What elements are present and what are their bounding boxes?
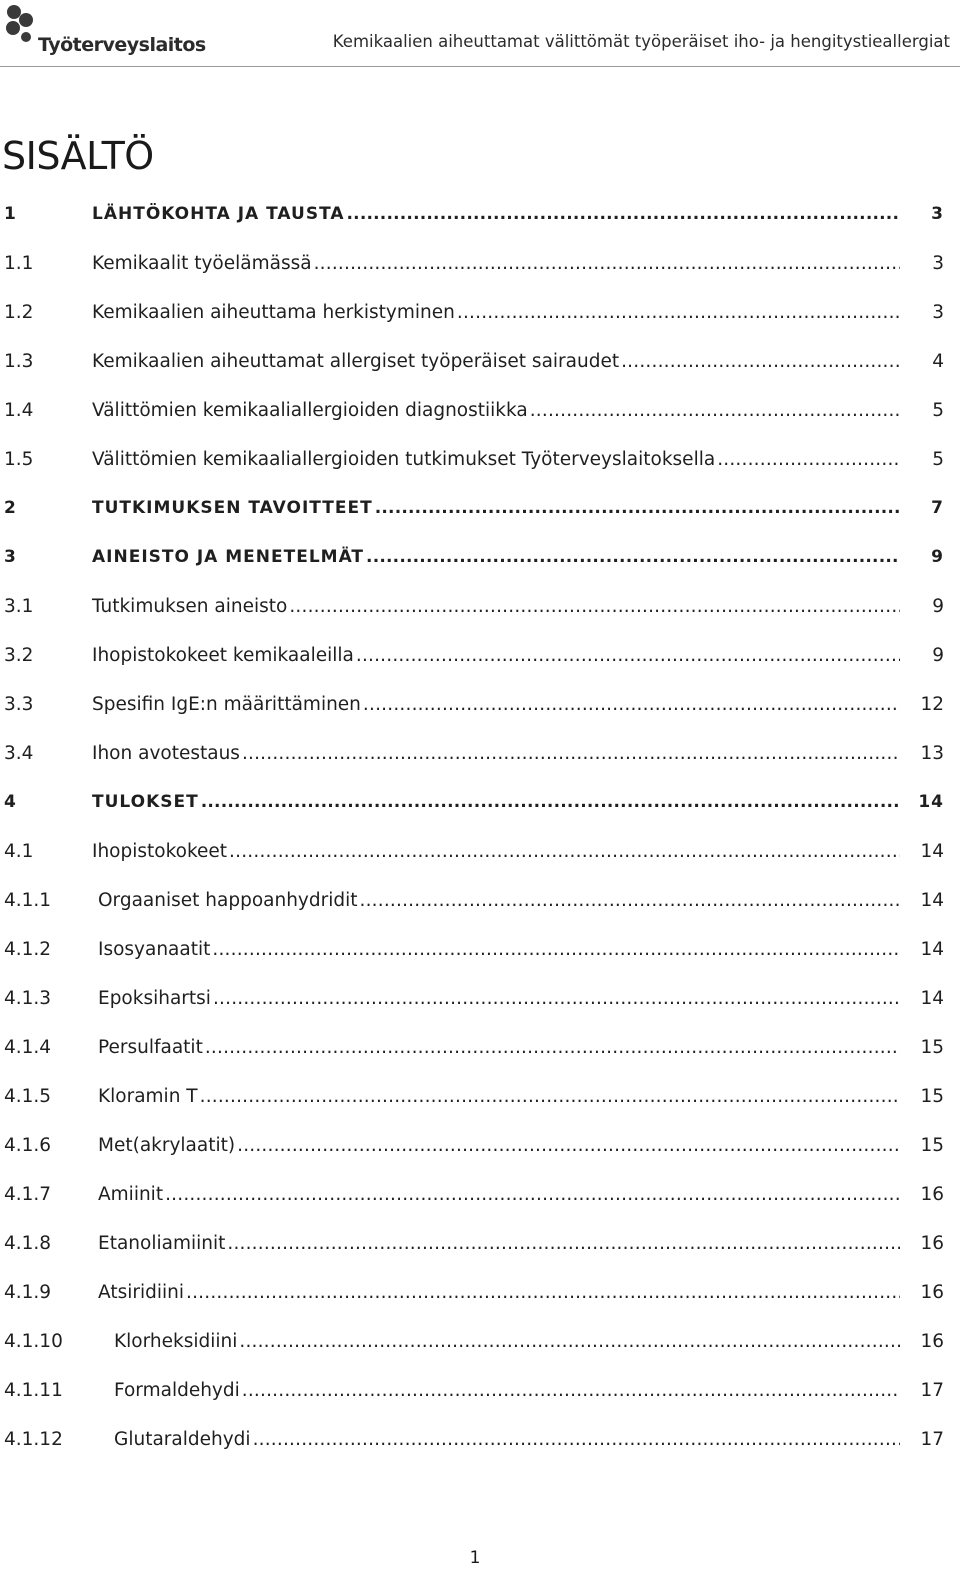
toc-entry-page: 9 <box>932 596 944 617</box>
toc-entry[interactable] <box>0 1219 960 1268</box>
toc-entry-label: Met(akrylaatit) <box>98 1135 236 1156</box>
toc-entry[interactable] <box>0 1170 960 1219</box>
toc-entry-number: 4.1.9 <box>4 1282 52 1303</box>
toc-dot-leader <box>201 778 900 827</box>
toc-entry[interactable] <box>0 337 960 386</box>
toc-entry-page: 3 <box>932 253 944 274</box>
toc-entry[interactable] <box>0 827 960 876</box>
toc-entry-label: LÄHTÖKOHTA JA TAUSTA <box>92 204 345 224</box>
toc-entry-page: 12 <box>920 694 944 715</box>
toc-entry-number: 4.1.2 <box>4 939 52 960</box>
toc-entry-number: 4.1.5 <box>4 1086 52 1107</box>
toc-entry-label: TUTKIMUKSEN TAVOITTEET <box>92 498 373 518</box>
toc-entry-text <box>92 631 900 680</box>
toc-entry-number: 4.1.7 <box>4 1184 52 1205</box>
toc-entry-label: Ihopistokokeet <box>92 841 228 862</box>
toc-dot-leader <box>621 337 900 386</box>
toc-dot-leader <box>229 827 900 876</box>
toc-entry-text <box>92 827 900 876</box>
toc-entry-label: Spesifin IgE:n määrittäminen <box>92 694 361 715</box>
toc-entry-text <box>92 729 900 778</box>
header-divider <box>0 66 960 67</box>
toc-entry-text <box>98 974 900 1023</box>
toc-entry-text <box>92 778 900 827</box>
toc-entry-number: 3.4 <box>4 743 34 764</box>
toc-entry-text <box>98 1268 900 1317</box>
toc-entry-text <box>92 288 900 337</box>
toc-entry-text <box>92 680 900 729</box>
toc-entry[interactable] <box>0 1072 960 1121</box>
toc-dot-leader <box>186 1268 900 1317</box>
toc-dot-leader <box>242 1366 900 1415</box>
toc-entry[interactable] <box>0 1023 960 1072</box>
toc-entry-number: 4.1.6 <box>4 1135 52 1156</box>
toc-entry-text <box>92 386 900 435</box>
toc-entry-page: 5 <box>932 400 944 421</box>
toc-entry-page: 14 <box>920 939 944 960</box>
toc-entry[interactable] <box>0 435 960 484</box>
toc-entry-text <box>92 435 900 484</box>
toc-entry-page: 14 <box>920 890 944 911</box>
toc-entry-page: 9 <box>931 547 944 567</box>
toc-entry-text <box>98 925 900 974</box>
table-of-contents <box>0 190 960 1464</box>
toc-entry-page: 17 <box>920 1380 944 1401</box>
toc-entry-text <box>92 337 900 386</box>
toc-dot-leader <box>227 1219 900 1268</box>
toc-entry[interactable] <box>0 1317 960 1366</box>
toc-entry-page: 17 <box>920 1429 944 1450</box>
toc-entry-number: 1 <box>4 204 17 224</box>
toc-entry-number: 1.4 <box>4 400 34 421</box>
toc-entry-number: 3.2 <box>4 645 34 666</box>
toc-dot-leader <box>347 190 901 239</box>
toc-entry-page: 7 <box>931 498 944 518</box>
toc-entry-page: 16 <box>920 1331 944 1352</box>
toc-entry-label: Isosyanaatit <box>98 939 211 960</box>
toc-entry[interactable] <box>0 1415 960 1464</box>
toc-entry-text <box>98 1121 900 1170</box>
toc-entry-number: 4.1.11 <box>4 1380 63 1401</box>
toc-entry-text <box>92 582 900 631</box>
toc-heading: SISÄLTÖ <box>2 134 154 178</box>
toc-dot-leader <box>212 925 900 974</box>
toc-entry[interactable] <box>0 239 960 288</box>
toc-entry-text <box>98 1219 900 1268</box>
toc-entry-text <box>98 1072 900 1121</box>
toc-entry-number: 1.3 <box>4 351 34 372</box>
toc-entry[interactable] <box>0 582 960 631</box>
toc-entry-page: 16 <box>920 1233 944 1254</box>
document-running-title: Kemikaalien aiheuttamat välittömät työperäiset iho- ja hengitystieallergiat <box>332 32 950 51</box>
toc-entry-label: Välittömien kemikaaliallergioiden tutkimukset Työterveyslaitoksella <box>92 449 716 470</box>
toc-dot-leader <box>314 239 900 288</box>
toc-entry-label: Kemikaalien aiheuttama herkistyminen <box>92 302 455 323</box>
toc-entry-number: 1.2 <box>4 302 34 323</box>
toc-entry-page: 15 <box>920 1086 944 1107</box>
toc-entry-label: TULOKSET <box>92 792 199 812</box>
toc-dot-leader <box>239 1317 900 1366</box>
toc-entry-text <box>92 484 900 533</box>
toc-entry-label: Amiinit <box>98 1184 164 1205</box>
page-header <box>0 0 960 70</box>
toc-entry[interactable] <box>0 1121 960 1170</box>
toc-entry-text <box>98 876 900 925</box>
toc-dot-leader <box>213 974 900 1023</box>
toc-entry-label: Formaldehydi <box>114 1380 240 1401</box>
toc-entry-label: Etanoliamiinit <box>98 1233 226 1254</box>
toc-entry-number: 3 <box>4 547 17 567</box>
toc-entry[interactable] <box>0 778 960 827</box>
toc-dot-leader <box>717 435 900 484</box>
toc-entry-text <box>114 1317 900 1366</box>
toc-entry-label: Glutaraldehydi <box>114 1429 251 1450</box>
toc-entry-page: 3 <box>932 302 944 323</box>
toc-entry-number: 4.1.3 <box>4 988 52 1009</box>
toc-entry-label: Orgaaniset happoanhydridit <box>98 890 358 911</box>
toc-entry[interactable] <box>0 680 960 729</box>
toc-entry-page: 16 <box>920 1282 944 1303</box>
toc-dot-leader <box>200 1072 900 1121</box>
toc-entry-number: 4.1.8 <box>4 1233 52 1254</box>
toc-entry-label: Välittömien kemikaaliallergioiden diagnostiikka <box>92 400 528 421</box>
toc-entry-label: Tutkimuksen aineisto <box>92 596 288 617</box>
toc-entry-label: Kloramin T <box>98 1086 198 1107</box>
toc-entry-page: 16 <box>920 1184 944 1205</box>
toc-entry-text <box>114 1415 900 1464</box>
logo-wordmark: Työterveyslaitos <box>38 34 206 56</box>
toc-entry-label: Atsiridiini <box>98 1282 184 1303</box>
toc-entry-text <box>98 1023 900 1072</box>
toc-entry-number: 2 <box>4 498 17 518</box>
toc-entry[interactable] <box>0 1366 960 1415</box>
toc-entry[interactable] <box>0 1268 960 1317</box>
toc-entry-label: Kemikaalit työelämässä <box>92 253 312 274</box>
toc-entry-page: 14 <box>920 841 944 862</box>
toc-dot-leader <box>356 631 900 680</box>
toc-entry-text <box>114 1366 900 1415</box>
toc-entry-page: 4 <box>932 351 944 372</box>
toc-dot-leader <box>457 288 900 337</box>
toc-entry-number: 4.1.4 <box>4 1037 52 1058</box>
toc-entry[interactable] <box>0 484 960 533</box>
toc-entry-page: 3 <box>931 204 944 224</box>
toc-entry-page: 14 <box>918 792 944 812</box>
toc-entry-page: 5 <box>932 449 944 470</box>
toc-entry[interactable] <box>0 631 960 680</box>
toc-entry-number: 3.1 <box>4 596 34 617</box>
toc-dot-leader <box>530 386 900 435</box>
toc-entry[interactable] <box>0 876 960 925</box>
page-number: 1 <box>469 1548 481 1568</box>
toc-entry-page: 9 <box>932 645 944 666</box>
toc-entry-text <box>98 1170 900 1219</box>
toc-dot-leader <box>165 1170 900 1219</box>
toc-entry[interactable] <box>0 533 960 582</box>
toc-entry-page: 13 <box>920 743 944 764</box>
toc-dot-leader <box>253 1415 900 1464</box>
toc-entry-page: 15 <box>920 1135 944 1156</box>
toc-dot-leader <box>366 533 900 582</box>
toc-entry[interactable] <box>0 386 960 435</box>
toc-entry-label: Epoksihartsi <box>98 988 211 1009</box>
toc-entry-number: 4 <box>4 792 17 812</box>
toc-entry-label: AINEISTO JA MENETELMÄT <box>92 547 365 567</box>
toc-entry-label: Persulfaatit <box>98 1037 203 1058</box>
toc-dot-leader <box>205 1023 900 1072</box>
toc-entry-number: 1.1 <box>4 253 34 274</box>
toc-entry-label: Ihon avotestaus <box>92 743 240 764</box>
toc-entry-number: 3.3 <box>4 694 34 715</box>
toc-entry-number: 4.1.1 <box>4 890 52 911</box>
toc-dot-leader <box>237 1121 900 1170</box>
toc-entry-page: 15 <box>920 1037 944 1058</box>
toc-entry-number: 4.1.10 <box>4 1331 63 1352</box>
toc-entry-text <box>92 239 900 288</box>
toc-entry-number: 4.1 <box>4 841 34 862</box>
toc-entry-label: Kemikaalien aiheuttamat allergiset työperäiset sairaudet <box>92 351 620 372</box>
toc-dot-leader <box>363 680 900 729</box>
toc-entry-number: 1.5 <box>4 449 34 470</box>
toc-entry[interactable] <box>0 925 960 974</box>
organization-logo <box>4 4 206 58</box>
toc-entry-text <box>92 190 900 239</box>
toc-entry-label: Klorheksidiini <box>114 1331 238 1352</box>
toc-dot-leader <box>289 582 900 631</box>
toc-entry[interactable] <box>0 729 960 778</box>
toc-dot-leader <box>242 729 900 778</box>
toc-entry[interactable] <box>0 974 960 1023</box>
toc-entry[interactable] <box>0 190 960 239</box>
toc-entry-number: 4.1.12 <box>4 1429 63 1450</box>
toc-dot-leader <box>360 876 900 925</box>
toc-entry[interactable] <box>0 288 960 337</box>
toc-dot-leader <box>375 484 900 533</box>
toc-entry-label: Ihopistokokeet kemikaaleilla <box>92 645 354 666</box>
toc-entry-page: 14 <box>920 988 944 1009</box>
toc-entry-text <box>92 533 900 582</box>
